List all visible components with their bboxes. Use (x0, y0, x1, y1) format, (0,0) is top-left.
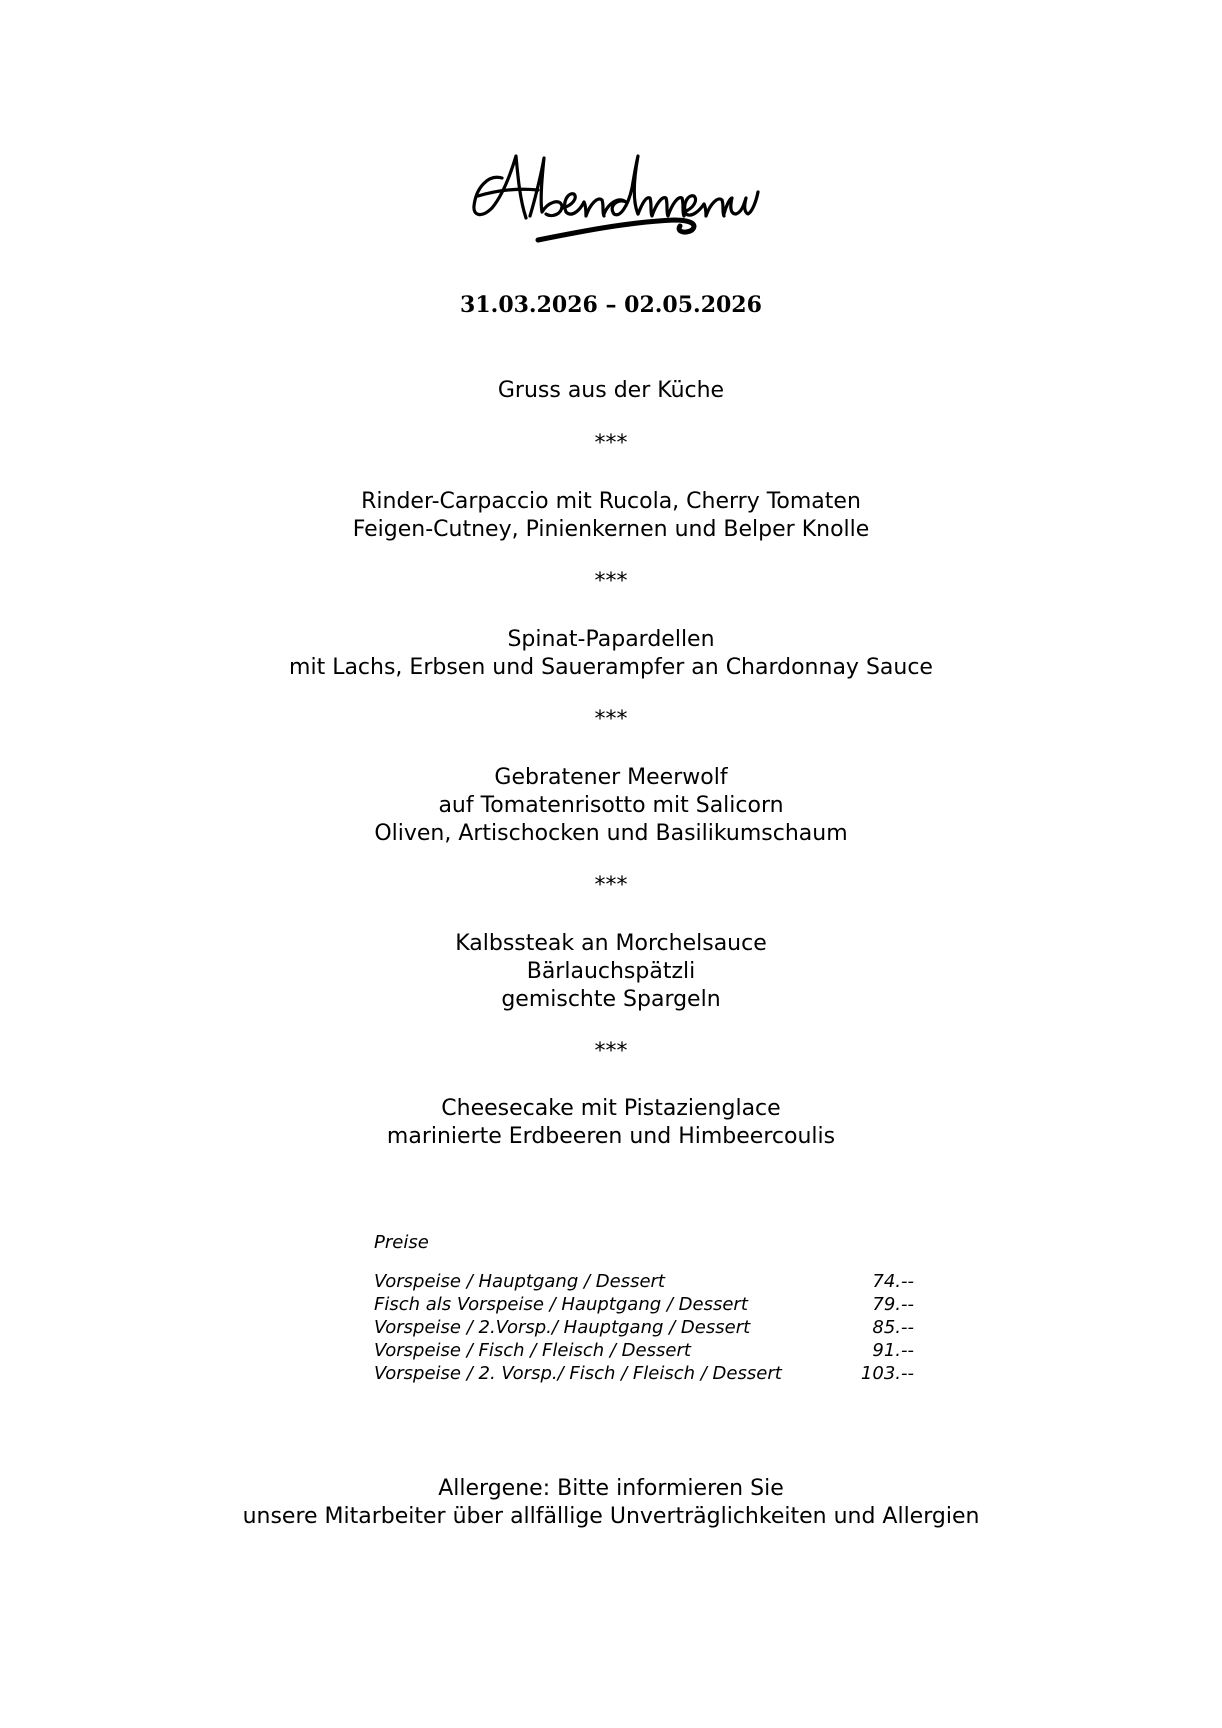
price-label: Vorspeise / Fisch / Fleisch / Dessert (374, 1340, 691, 1361)
price-amount: 85.-- (872, 1317, 914, 1338)
price-amount: 74.-- (872, 1271, 914, 1292)
course-starter (0, 488, 1222, 544)
course-line: gemischte Spargeln (501, 987, 721, 1012)
price-row (374, 1293, 914, 1316)
course-line: auf Tomatenrisotto mit Salicorn (438, 793, 784, 818)
price-list-title: Preise (374, 1232, 429, 1253)
abendmenu-script-logo (468, 148, 768, 258)
course-fish (0, 764, 1222, 848)
price-row (374, 1270, 914, 1293)
course-line: Feigen-Cutney, Pinienkernen und Belper Knolle (352, 517, 870, 542)
course-separator: *** (594, 873, 628, 898)
allergy-line: Allergene: Bitte informieren Sie (438, 1476, 784, 1501)
course-meat (0, 930, 1222, 1014)
price-row (374, 1339, 914, 1362)
course-line: Kalbssteak an Morchelsauce (455, 931, 767, 956)
price-list (374, 1232, 914, 1385)
course-pasta (0, 626, 1222, 682)
date-range: 31.03.2026 – 02.05.2026 (460, 292, 762, 318)
course-line: Rinder-Carpaccio mit Rucola, Cherry Tomaten (361, 489, 861, 514)
course-dessert (0, 1095, 1222, 1151)
price-label: Vorspeise / 2.Vorsp./ Hauptgang / Dessert (374, 1317, 751, 1338)
course-line: Gebratener Meerwolf (494, 765, 728, 790)
course-line: marinierte Erdbeeren und Himbeercoulis (386, 1124, 836, 1149)
price-label: Vorspeise / 2. Vorsp./ Fisch / Fleisch / Dessert (374, 1363, 782, 1384)
allergy-line: unsere Mitarbeiter über allfällige Unverträglichkeiten und Allergien (242, 1504, 980, 1529)
price-amount: 91.-- (872, 1340, 914, 1361)
course-separator: *** (594, 431, 628, 456)
course-separator: *** (594, 1039, 628, 1064)
price-row (374, 1316, 914, 1339)
price-row (374, 1362, 914, 1385)
price-amount: 103.-- (860, 1363, 914, 1384)
course-line: Bärlauchspätzli (526, 959, 696, 984)
course-separator: *** (594, 707, 628, 732)
price-label: Vorspeise / Hauptgang / Dessert (374, 1271, 665, 1292)
course-line: Oliven, Artischocken und Basilikumschaum (374, 821, 848, 846)
course-line: Spinat-Papardellen (507, 627, 715, 652)
course-separator: *** (594, 569, 628, 594)
course-line: Gruss aus der Küche (497, 378, 725, 403)
allergy-notice (0, 1475, 1222, 1531)
price-amount: 79.-- (872, 1294, 914, 1315)
course-line: Cheesecake mit Pistazienglace (441, 1096, 781, 1121)
price-label: Fisch als Vorspeise / Hauptgang / Dessert (374, 1294, 748, 1315)
course-line: mit Lachs, Erbsen und Sauerampfer an Chardonnay Sauce (289, 655, 933, 680)
course-amuse-bouche (0, 377, 1222, 405)
